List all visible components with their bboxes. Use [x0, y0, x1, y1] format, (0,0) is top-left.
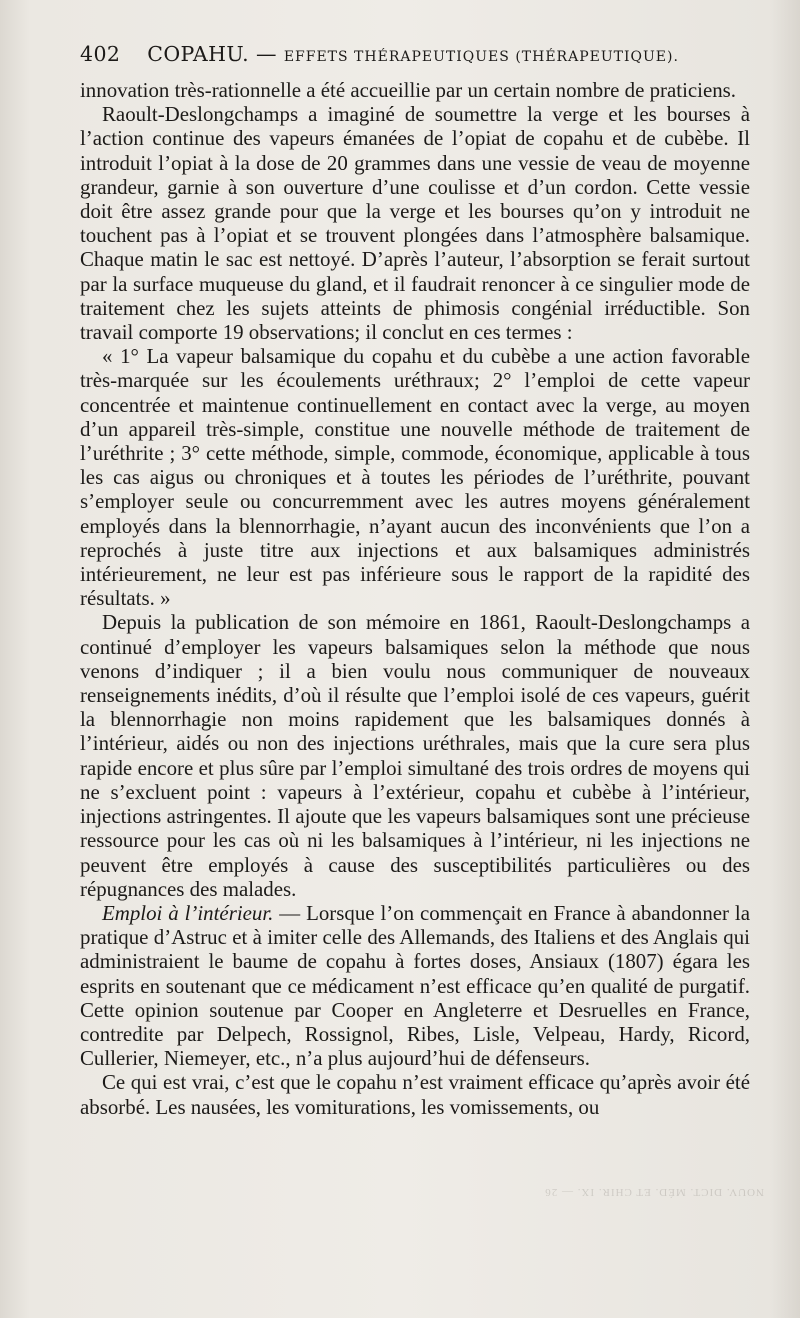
- running-title: COPAHU.: [147, 42, 250, 66]
- body-text: [80, 78, 750, 1119]
- header-dash: —: [255, 42, 277, 66]
- paragraph-text: — Lorsque l’on commençait en France à abandonner la pratique d’Astruc et à imiter celle des Allemands, des Italiens et des Anglais qui administraient le baume de copahu à fortes doses, Ansiaux (1807) égara les esprits en soutenant que ce médicament n’est efficace qu’en qualité de purgatif. Cette opinion soutenue par Cooper en Angleterre et Desruelles en France, contredite par Delpech, Rossignol, Ribes, Lisle, Velpeau, Hardy, Ricord, Cullerier, Niemeyer, etc., n’a plus aujourd’hui de défenseurs.: [80, 900, 751, 1071]
- paragraph: innovation très-rationnelle a été accueillie par un certain nombre de praticiens.: [80, 78, 737, 102]
- paragraph: [80, 901, 750, 1070]
- paragraph: Ce qui est vrai, c’est que le copahu n’est vraiment efficace qu’après avoir été absorbé. Les nausées, les vomiturations, les vomissements, ou: [80, 1070, 750, 1119]
- paragraph: « 1° La vapeur balsamique du copahu et du cubèbe a une action favorable très-marquée sur les écoulements uréthraux; 2° l’emploi de cette vapeur concentrée et maintenue continuellement en contact avec la verge, au moyen d’un appareil très-simple, constitue une nouvelle méthode de traitement de l’uréthrite ; 3° cette méthode, simple, commode, économique, applicable à tous les cas aigus ou chroniques et à toutes les périodes de l’uréthrite, pouvant s’employer seule ou concurremment avec les autres moyens généralement employés dans la blennorrhagie, n’ayant aucun des inconvénients que l’on a reprochés à juste titre aux injections et aux balsamiques administrés intérieurement, ne leur est pas inférieure sous le rapport de la rapidité des résultats. »: [80, 344, 750, 611]
- footer-bleed-through: NOUV. DICT. MÉD. ET CHIR. IX. — 26: [544, 1186, 764, 1198]
- paragraph: Raoult-Deslongchamps a imaginé de soumettre la verge et les bourses à l’action continue des vapeurs émanées de l’opiat de copahu et de cubèbe. Il introduit l’opiat à la dose de 20 grammes dans une vessie de veau de moyenne grandeur, garnie à son ouverture d’une coulisse et d’un cordon. Cette vessie doit être assez grande pour que la verge et les bourses qu’on y introduit ne touchent pas à l’opiat et se trouvent plongées dans l’atmosphère balsamique. Chaque matin le sac est nettoyé. D’après l’auteur, l’absorption se ferait surtout par la surface muqueuse du gland, et il faudrait renoncer à ce singulier mode de traitement chez les sujets atteints de phimosis congénial irréductible. Son travail comporte 19 observations; il conclut en ces termes :: [80, 102, 750, 345]
- section-title: EFFETS THÉRAPEUTIQUES (THÉRAPEUTIQUE).: [283, 49, 679, 65]
- running-header: [80, 42, 750, 78]
- paragraph: Depuis la publication de son mémoire en 1861, Raoult-Deslongchamps a continué d’employer les vapeurs balsamiques selon la méthode que nous venons d’indiquer ; il a bien voulu nous communiquer de nouveaux renseignements inédits, d’où il résulte que l’emploi isolé de ces vapeurs, guérit la blennorrhagie non moins rapidement que les balsamiques donnés à l’intérieur, aidés ou non des injections uréthrales, mais que la cure sera plus rapide encore et plus sûre par l’emploi simultané des trois ordres de moyens qui ne s’excluent point : vapeurs à l’extérieur, copahu et cubèbe à l’intérieur, injections astringentes. Il ajoute que les vapeurs balsamiques sont une précieuse ressource pour les cas où ni les balsamiques à l’intérieur, ni les injections ne peuvent être employés à cause des susceptibilités particulières ou des répugnances des malades.: [80, 610, 750, 901]
- page-number: 402: [80, 42, 121, 66]
- italic-subheading: Emploi à l’intérieur.: [102, 900, 274, 925]
